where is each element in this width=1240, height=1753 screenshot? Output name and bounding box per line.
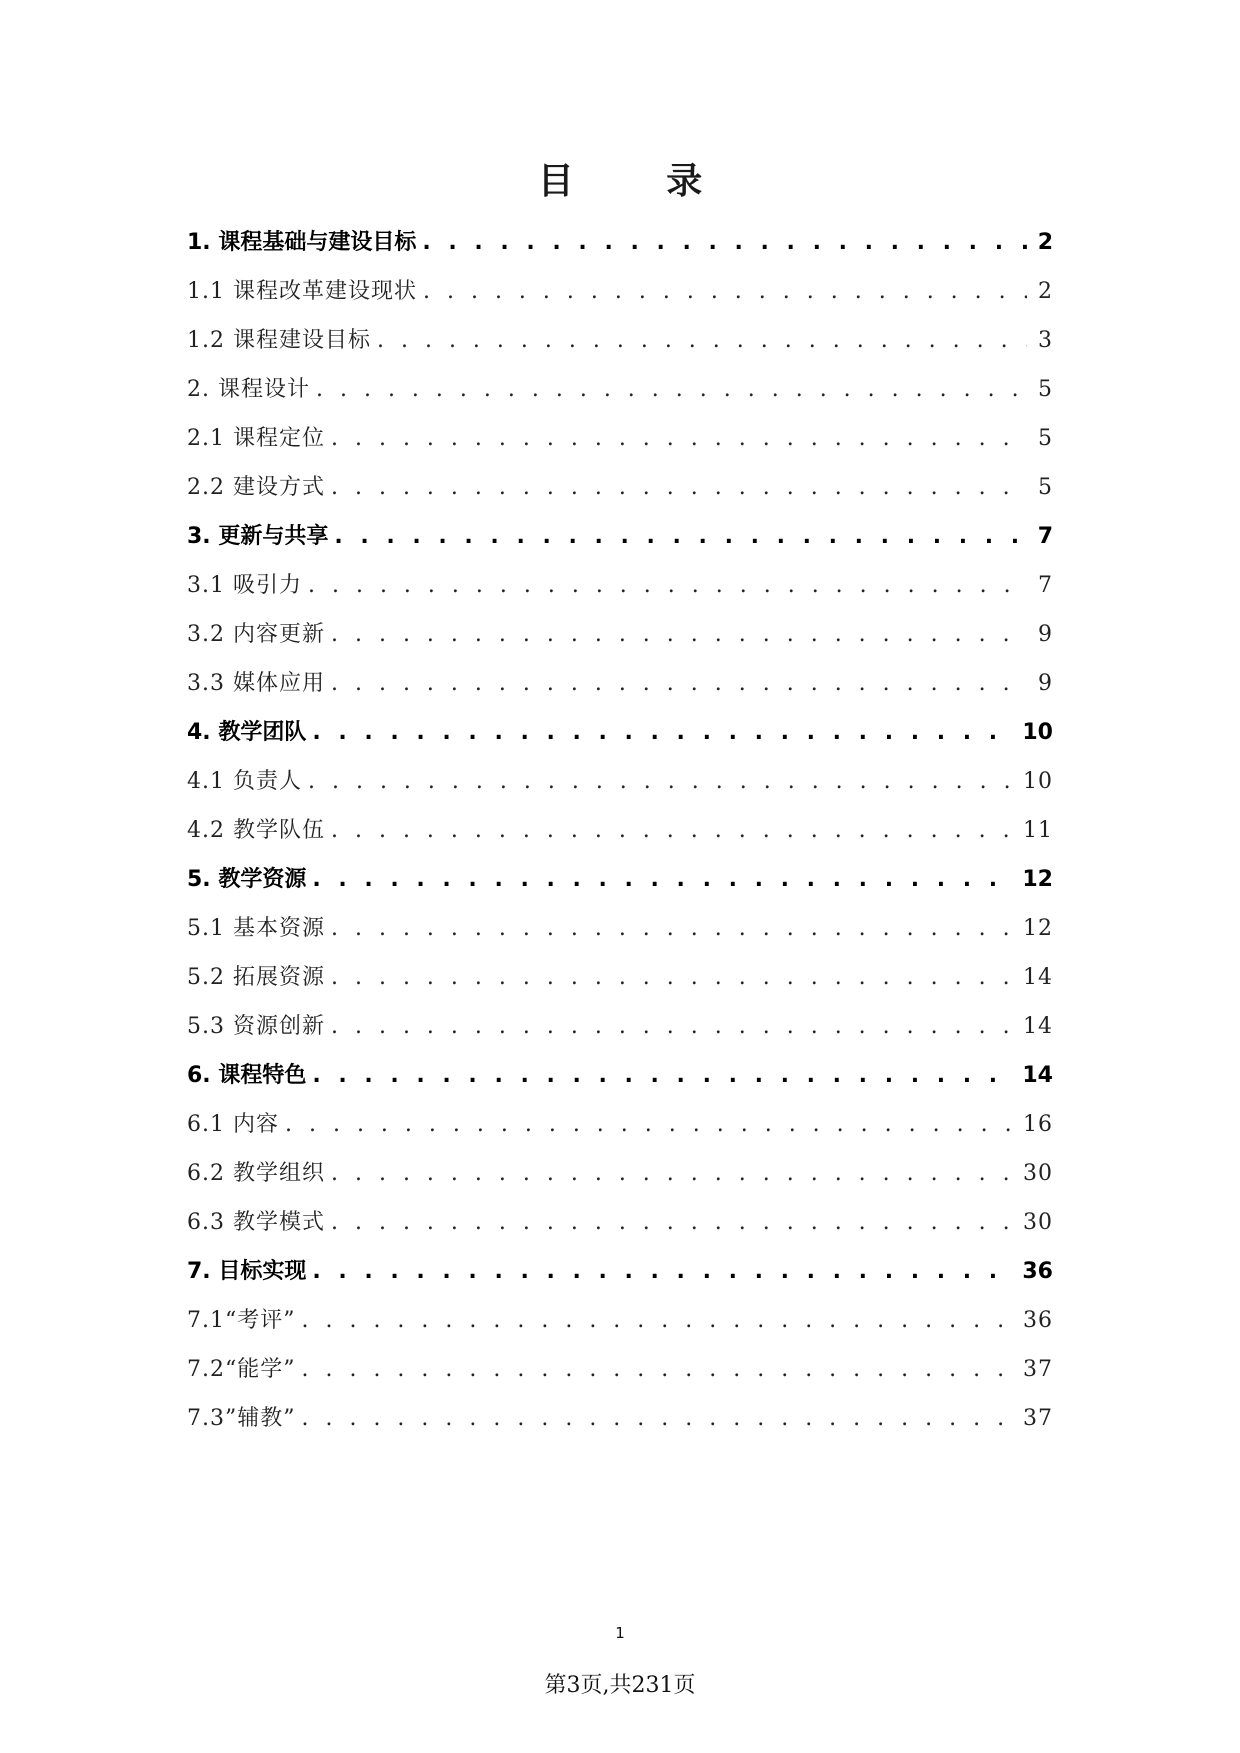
toc-entry[interactable] xyxy=(187,610,1053,659)
toc-entry-page: 9 xyxy=(1038,622,1053,647)
toc-entry-label: 6. 课程特色 xyxy=(187,1063,307,1088)
toc-leader-dots xyxy=(285,1100,1015,1149)
toc-entry-label: 5. 教学资源 xyxy=(187,867,307,892)
toc-entry[interactable] xyxy=(187,561,1053,610)
toc-leader-dots xyxy=(422,218,1027,267)
toc-entry-page: 14 xyxy=(1023,1014,1053,1039)
toc-entry-page: 7 xyxy=(1037,524,1053,549)
toc-entry-page: 12 xyxy=(1023,916,1053,941)
table-of-contents xyxy=(187,218,1053,1443)
toc-entry-page: 30 xyxy=(1023,1210,1053,1235)
page-number: 1 xyxy=(615,1624,625,1642)
toc-entry[interactable] xyxy=(187,1198,1053,1247)
toc-entry[interactable] xyxy=(187,512,1053,561)
toc-entry-label: 3.2 内容更新 xyxy=(187,622,325,647)
page-title: 目 录 xyxy=(537,161,743,202)
toc-leader-dots xyxy=(308,757,1015,806)
toc-leader-dots xyxy=(312,855,1014,904)
toc-leader-dots xyxy=(334,512,1027,561)
toc-entry-page: 14 xyxy=(1023,965,1053,990)
toc-entry-page: 5 xyxy=(1038,426,1053,451)
toc-leader-dots xyxy=(331,659,1027,708)
toc-entry-page: 10 xyxy=(1022,720,1053,745)
toc-entry-page: 37 xyxy=(1023,1357,1053,1382)
toc-leader-dots xyxy=(331,904,1015,953)
toc-leader-dots xyxy=(331,1149,1015,1198)
toc-entry-page: 5 xyxy=(1038,475,1053,500)
toc-leader-dots xyxy=(331,610,1027,659)
toc-entry-page: 36 xyxy=(1022,1259,1053,1284)
toc-entry[interactable] xyxy=(187,806,1053,855)
toc-entry-page: 5 xyxy=(1038,377,1053,402)
toc-leader-dots xyxy=(331,953,1015,1002)
toc-leader-dots xyxy=(316,365,1027,414)
toc-leader-dots xyxy=(377,316,1027,365)
toc-leader-dots xyxy=(312,1051,1014,1100)
toc-entry-label: 7.2“能学” xyxy=(187,1357,296,1382)
toc-entry-label: 2.1 课程定位 xyxy=(187,426,325,451)
toc-entry-label: 4.2 教学队伍 xyxy=(187,818,325,843)
toc-entry-label: 2.2 建设方式 xyxy=(187,475,325,500)
toc-leader-dots xyxy=(331,414,1027,463)
toc-entry[interactable] xyxy=(187,855,1053,904)
toc-entry[interactable] xyxy=(187,316,1053,365)
toc-entry[interactable] xyxy=(187,1002,1053,1051)
toc-leader-dots xyxy=(331,1198,1015,1247)
toc-entry-label: 6.1 内容 xyxy=(187,1112,279,1137)
toc-entry-label: 1. 课程基础与建设目标 xyxy=(187,230,417,255)
toc-entry[interactable] xyxy=(187,365,1053,414)
toc-entry-page: 36 xyxy=(1023,1308,1053,1333)
toc-entry[interactable] xyxy=(187,1149,1053,1198)
toc-entry-page: 2 xyxy=(1038,279,1053,304)
page-footer: 第3页,共231页 xyxy=(544,1673,696,1698)
toc-entry[interactable] xyxy=(187,414,1053,463)
toc-entry-label: 3.3 媒体应用 xyxy=(187,671,325,696)
toc-leader-dots xyxy=(331,463,1027,512)
toc-entry-page: 16 xyxy=(1023,1112,1053,1137)
toc-leader-dots xyxy=(308,561,1027,610)
toc-entry-page: 30 xyxy=(1023,1161,1053,1186)
toc-entry-label: 5.2 拓展资源 xyxy=(187,965,325,990)
toc-leader-dots xyxy=(312,708,1014,757)
toc-leader-dots xyxy=(312,1247,1014,1296)
toc-entry-label: 4.1 负责人 xyxy=(187,769,302,794)
toc-entry[interactable] xyxy=(187,904,1053,953)
toc-leader-dots xyxy=(301,1394,1015,1443)
toc-entry-label: 1.1 课程改革建设现状 xyxy=(187,279,417,304)
toc-entry[interactable] xyxy=(187,659,1053,708)
toc-entry-page: 2 xyxy=(1037,230,1053,255)
toc-entry[interactable] xyxy=(187,953,1053,1002)
toc-entry[interactable] xyxy=(187,1247,1053,1296)
toc-entry-label: 7.1“考评” xyxy=(187,1308,296,1333)
toc-entry-page: 14 xyxy=(1022,1063,1053,1088)
toc-entry[interactable] xyxy=(187,1345,1053,1394)
toc-entry-page: 37 xyxy=(1023,1406,1053,1431)
toc-entry-label: 3. 更新与共享 xyxy=(187,524,329,549)
toc-entry-label: 1.2 课程建设目标 xyxy=(187,328,371,353)
toc-entry[interactable] xyxy=(187,1296,1053,1345)
toc-entry-page: 10 xyxy=(1023,769,1053,794)
toc-entry-label: 3.1 吸引力 xyxy=(187,573,302,598)
toc-entry[interactable] xyxy=(187,267,1053,316)
toc-entry-page: 3 xyxy=(1038,328,1053,353)
toc-entry-label: 6.2 教学组织 xyxy=(187,1161,325,1186)
toc-entry-label: 2. 课程设计 xyxy=(187,377,310,402)
toc-entry-label: 7. 目标实现 xyxy=(187,1259,307,1284)
toc-leader-dots xyxy=(331,806,1015,855)
toc-entry-label: 5.1 基本资源 xyxy=(187,916,325,941)
toc-entry-label: 5.3 资源创新 xyxy=(187,1014,325,1039)
toc-entry-page: 7 xyxy=(1038,573,1053,598)
toc-entry[interactable] xyxy=(187,463,1053,512)
toc-entry-page: 9 xyxy=(1038,671,1053,696)
toc-entry[interactable] xyxy=(187,708,1053,757)
toc-entry-label: 6.3 教学模式 xyxy=(187,1210,325,1235)
toc-entry[interactable] xyxy=(187,1051,1053,1100)
toc-entry-label: 4. 教学团队 xyxy=(187,720,307,745)
toc-leader-dots xyxy=(301,1296,1015,1345)
toc-entry[interactable] xyxy=(187,1100,1053,1149)
toc-entry[interactable] xyxy=(187,757,1053,806)
toc-entry-label: 7.3”辅教” xyxy=(187,1406,296,1431)
toc-entry-page: 12 xyxy=(1022,867,1053,892)
toc-entry-page: 11 xyxy=(1023,818,1053,843)
toc-entry[interactable] xyxy=(187,218,1053,267)
toc-leader-dots xyxy=(331,1002,1015,1051)
toc-leader-dots xyxy=(301,1345,1015,1394)
toc-entry[interactable] xyxy=(187,1394,1053,1443)
toc-leader-dots xyxy=(423,267,1027,316)
